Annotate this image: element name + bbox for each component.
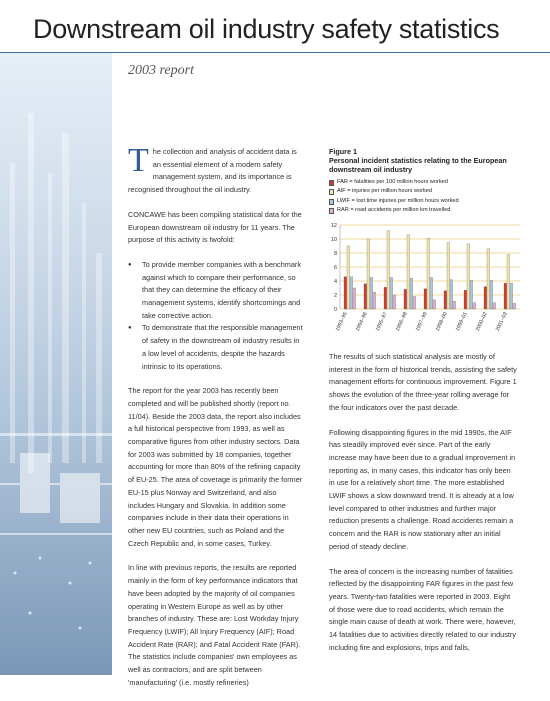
- bar-rar: [473, 303, 476, 309]
- bar-far: [384, 287, 387, 309]
- bar-aif: [387, 231, 390, 309]
- bar-aif: [507, 254, 510, 309]
- drop-cap: T: [128, 142, 149, 179]
- concawe-paragraph: CONCAWE has been compiling statistical data for the European downstream oil industry for 11 years. The purpose of this activity is twofold:: [128, 209, 302, 245]
- bar-far: [344, 277, 347, 309]
- bar-rar: [353, 288, 356, 309]
- incident-bar-chart: [325, 220, 525, 340]
- y-tick-label: 6: [333, 265, 337, 271]
- far-swatch: [329, 180, 334, 186]
- bar-rar: [513, 303, 516, 309]
- left-column: [128, 142, 304, 701]
- y-tick-label: 10: [330, 237, 337, 243]
- bar-lwif: [410, 278, 413, 309]
- intro-text: he collection and analysis of accident data is an essential element of a modern safety management system, and its importance is recognised throughout the oil industry.: [128, 147, 297, 195]
- bar-lwif: [350, 277, 353, 309]
- bar-rar: [433, 300, 436, 309]
- bar-lwif: [510, 283, 513, 309]
- aif-swatch: [329, 189, 334, 195]
- bar-rar: [453, 301, 456, 309]
- page-title: Downstream oil industry safety statistics: [33, 14, 500, 44]
- bar-aif: [487, 249, 490, 309]
- x-category-label: 1997–99: [414, 311, 429, 333]
- bar-far: [404, 289, 407, 309]
- trends-paragraph: The results of such statistical analysis are mostly of interest in the form of historical trends, assisting the safety management efforts for continuous improvement. Figure 1 shows the evolution of the three-year rolling average for the four indicators over the past decade.: [329, 352, 517, 412]
- bar-aif: [427, 238, 430, 309]
- bar-rar: [393, 295, 396, 309]
- bar-lwif: [470, 280, 473, 309]
- chart-legend: [329, 178, 459, 216]
- bar-aif: [467, 244, 470, 309]
- legend-item-far: [329, 178, 459, 187]
- report-subtitle: 2003 report: [128, 63, 194, 78]
- refinery-sidebar-image: [0, 53, 112, 675]
- bar-far: [444, 291, 447, 309]
- bar-lwif: [490, 280, 493, 309]
- report-2003-paragraph: The report for the year 2003 has recently been completed and will be published shortly (report no. 11/04). Beside the 2003 data, the report also includes a full historical perspective from 1993, as well as comparative figures from other industry sectors. Data for 2003 was submitted by 18 companies, together accounting for more than 80% of the refining capacity of EU-25. The area of coverage is primarily the former EU-15 plus Norway and Switzerland, and also includes Hungary and Slovakia. In addition some companies include in their data their operations in other new EU countries, such as Poland and the Czech Republic and, in some cases, Turkey.: [128, 386, 303, 548]
- bar-far: [364, 284, 367, 309]
- y-tick-label: 0: [333, 307, 337, 313]
- x-category-label: 1995–97: [374, 311, 389, 333]
- x-category-label: 1993–95: [334, 311, 349, 333]
- legend-item-aif: [329, 187, 459, 196]
- y-tick-label: 4: [333, 279, 337, 285]
- x-category-label: 2001–03: [494, 311, 509, 333]
- bar-far: [464, 290, 467, 309]
- bar-rar: [373, 292, 376, 309]
- legend-aif-label: AIF = injuries per million hours worked: [337, 188, 432, 195]
- bar-lwif: [430, 278, 433, 310]
- bar-lwif: [390, 278, 393, 310]
- purpose-list: [128, 259, 304, 373]
- purpose-bullet-2: ● To demonstrate that the responsible management of safety in the downstream oil industry results in a low level of accidents, despite the hazards intrinsic to its operations.: [128, 322, 304, 373]
- purpose-bullet-1: ● To provide member companies with a benchmark against which to compare their performance, so that they can determine the efficacy of their management systems, identify shortcomings and take corrective action.: [128, 259, 304, 323]
- bar-lwif: [370, 278, 373, 310]
- x-category-label: 1994–96: [354, 311, 369, 333]
- lwif-swatch: [329, 199, 334, 205]
- bar-far: [504, 283, 507, 309]
- figure-title: Personal incident statistics relating to the European downstream oil industry: [329, 156, 507, 174]
- x-category-label: 1999–01: [454, 311, 469, 333]
- refinery-illustration: [0, 53, 112, 675]
- legend-item-rar: [329, 206, 459, 215]
- y-tick-label: 12: [330, 223, 337, 229]
- y-tick-label: 8: [333, 251, 337, 257]
- bar-aif: [407, 235, 410, 309]
- figure-heading: [329, 147, 529, 174]
- aif-paragraph: Following disappointing figures in the mid 1990s, the AIF has steadily improved ever since. Part of the early increase may have been due to a gradual improvement in reporting as, in many cases, this indicator has only been in use for a relatively short time. The more established LWIF shows a slow downward trend. It is already at a low level compared to other industries and further major reduction presents a challenge. Road accidents remain a concern and the RAR is now stationary after an initial period of steady decline.: [329, 427, 516, 551]
- right-column: [329, 351, 517, 666]
- bar-lwif: [450, 280, 453, 309]
- x-category-label: 1998–00: [434, 311, 449, 333]
- bar-far: [484, 287, 487, 309]
- figure-label: Figure 1: [329, 147, 357, 156]
- rar-swatch: [329, 208, 334, 214]
- fatalities-paragraph: The area of concern is the increasing number of fatalities reflected by the disappointing FAR figures in the past few years. Twenty-two fatalities were reported in 2003. Eight of those were due to road accidents, which remain the single main cause of death at work. There were, however, 14 fatalities due to activities directly related to our industry including fire and explosions, trips and falls,: [329, 566, 516, 652]
- x-category-label: 1996–98: [394, 311, 409, 333]
- bar-far: [424, 289, 427, 309]
- legend-item-lwif: [329, 197, 459, 206]
- bar-aif: [447, 243, 450, 310]
- kpi-paragraph: In line with previous reports, the results are reported mainly in the form of key performance indicators that have been adopted by the majority of oil companies operating in Western Europe as well as by other branches of industry. These are: Lost Workday Injury Frequency (LWIF); All Injury Frequency (AIF); Road Accident Rate (RAR); and Fatal Accident Rate (FAR). The statistics include companies' own employees as well as contractors, and are split between 'manufacturing' (i.e. mostly refineries): [128, 563, 301, 687]
- legend-lwif-label: LWIF = lost time injuries per million hours worked: [337, 197, 459, 204]
- bar-aif: [367, 239, 370, 309]
- x-category-label: 2000–02: [474, 311, 489, 333]
- bar-rar: [413, 296, 416, 309]
- bar-rar: [493, 303, 496, 309]
- bar-aif: [347, 246, 350, 309]
- legend-far-label: FAR = fatalities per 100 million hours worked: [337, 179, 448, 185]
- y-tick-label: 2: [333, 293, 337, 299]
- legend-rar-label: RAR = road accidents per million km travelled: [337, 207, 451, 214]
- intro-paragraph: [128, 142, 304, 197]
